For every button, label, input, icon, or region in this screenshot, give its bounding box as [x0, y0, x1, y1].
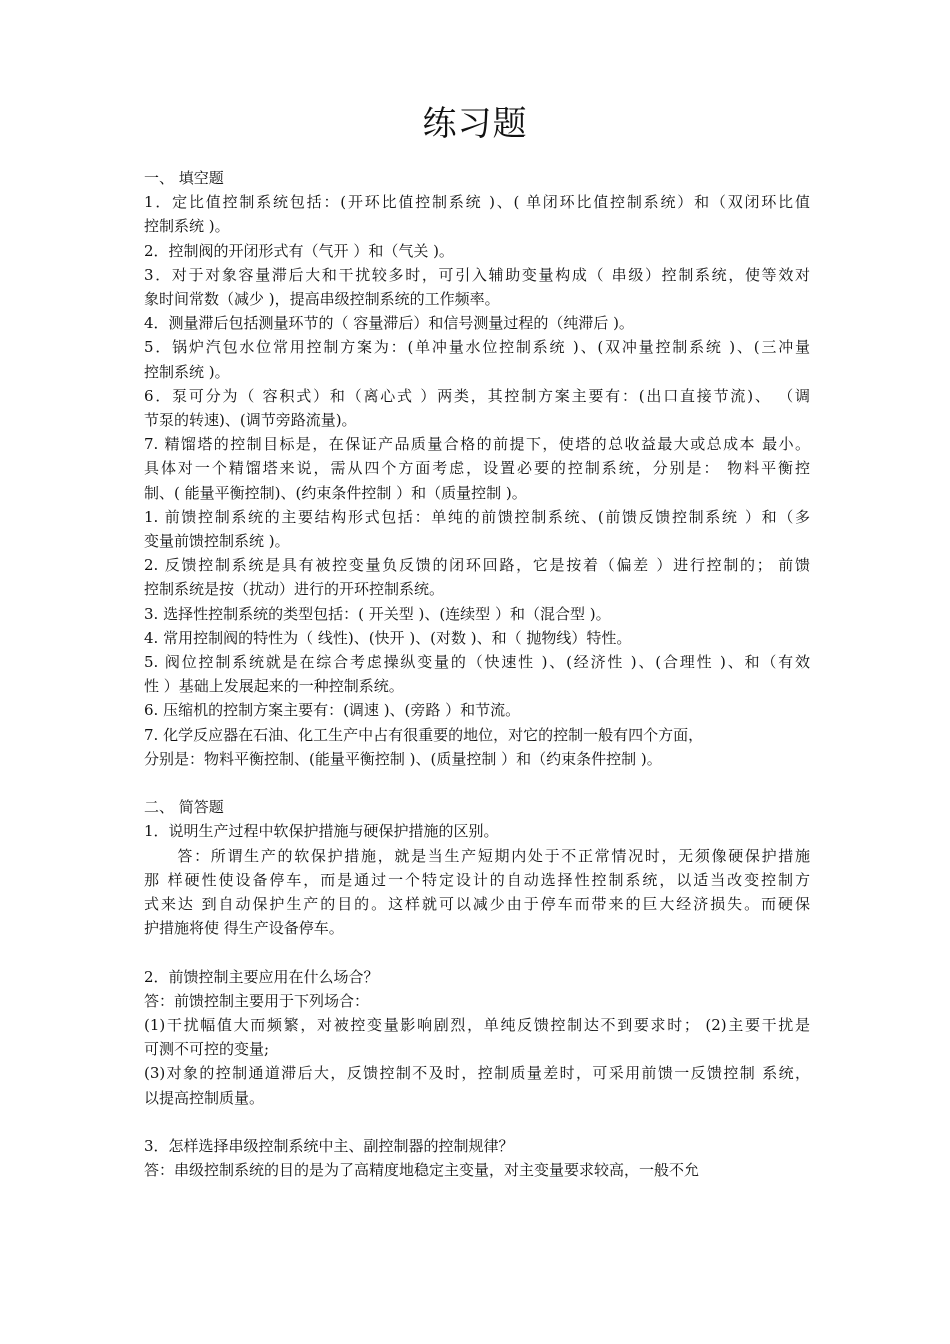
- text-line: 控制系统是按（扰动）进行的开环控制系统。: [144, 580, 445, 599]
- text-line: 6. 压缩机的控制方案主要有：(调速 )、(旁路 ）和节流。: [144, 701, 521, 720]
- text-line: 4. 常用控制阀的特性为（ 线性)、(快开 )、(对数 )、和（ 抛物线）特性。: [144, 628, 632, 647]
- answer-line: 以提高控制质量。: [144, 1088, 265, 1107]
- text-line: 控制系统 )。: [144, 217, 230, 236]
- text-line: 7. 精馏塔的控制目标是，在保证产品质量合格的前提下，使塔的总收益最大或总成本 最小。: [144, 435, 810, 454]
- text-line: 节泵的转速)、(调节旁路流量)。: [144, 411, 357, 430]
- text-line: 3．对于对象容量滞后大和干扰较多时，可引入辅助变量构成（ 串级）控制系统，使等效对: [144, 265, 810, 284]
- answer-line: 答：所谓生产的软保护措施，就是当生产短期内处于不正常情况时，无须像硬保护措施: [144, 846, 810, 865]
- text-line: 制、( 能量平衡控制)、(约束条件控制 ）和（质量控制 )。: [144, 483, 527, 502]
- section-heading-fill-in-blank: 一、 填空题: [144, 169, 224, 187]
- answer-line: 答：前馈控制主要用于下列场合：: [144, 991, 370, 1010]
- text-line: 2. 反馈控制系统是具有被控变量负反馈的闭环回路，它是按着（偏差 ）进行控制的； 前馈: [144, 556, 810, 575]
- text-line: 分别是：物料平衡控制、(能量平衡控制 )、(质量控制 ）和（约束条件控制 )。: [144, 749, 662, 768]
- text-line: 具体对一个精馏塔来说，需从四个方面考虑，设置必要的控制系统，分别是： 物料平衡控: [144, 459, 810, 478]
- text-line: 5．锅炉汽包水位常用控制方案为：(单冲量水位控制系统 )、(双冲量控制系统 )、(三冲量: [144, 338, 810, 357]
- section-heading-short-answer: 二、 简答题: [144, 798, 224, 817]
- document-body: [144, 166, 810, 1182]
- answer-line: 答：串级控制系统的目的是为了高精度地稳定主变量，对主变量要求较高，一般不允: [144, 1161, 700, 1180]
- text-line: 2．控制阀的开闭形式有（气开 ）和（气关 )。: [144, 241, 454, 260]
- question-1: 1．说明生产过程中软保护措施与硬保护措施的区别。: [144, 822, 499, 841]
- answer-line: 可测不可控的变量;: [144, 1040, 270, 1059]
- paragraph-gap: [144, 771, 810, 795]
- answer-line: (3)对象的控制通道滞后大，反馈控制不及时，控制质量差时，可采用前馈一反馈控制 系统，: [144, 1064, 810, 1083]
- text-line: 6．泵可分为（ 容积式）和（离心式 ）两类，其控制方案主要有：(出口直接节流)、 （调: [144, 386, 810, 405]
- text-line: 4．测量滞后包括测量环节的（ 容量滞后）和信号测量过程的（纯滞后 )。: [144, 314, 634, 333]
- text-line: 3. 选择性控制系统的类型包括：( 开关型 )、(连续型 ）和（混合型 )。: [144, 604, 611, 623]
- question-3: 3．怎样选择串级控制系统中主、副控制器的控制规律？: [144, 1137, 514, 1156]
- paragraph-gap: [144, 940, 810, 964]
- text-line: 控制系统 )。: [144, 362, 230, 381]
- page-title: 练习题: [422, 104, 528, 144]
- text-line: 象时间常数（减少 )，提高串级控制系统的工作频率。: [144, 290, 500, 309]
- text-line: 性 ）基础上发展起来的一种控制系统。: [144, 677, 404, 696]
- text-line: 1. 前馈控制系统的主要结构形式包括：单纯的前馈控制系统、(前馈反馈控制系统 ）和（多: [144, 507, 810, 526]
- text-line: 变量前馈控制系统 )。: [144, 532, 290, 551]
- question-2: 2．前馈控制主要应用在什么场合？: [144, 967, 379, 986]
- paragraph-gap: [144, 1110, 810, 1134]
- answer-line: (1)干扰幅值大而频繁，对被控变量影响剧烈，单纯反馈控制达不到要求时； (2)主要干扰是: [144, 1016, 810, 1035]
- answer-line: 式来达 到自动保护生产的目的。这样就可以减少由于停车而带来的巨大经济损失。而硬保: [144, 895, 810, 914]
- answer-line: 那 样硬性使设备停车，而是通过一个特定设计的自动选择性控制系统，以适当改变控制方: [144, 870, 810, 889]
- text-line: 5. 阀位控制系统就是在综合考虑操纵变量的（快速性 )、(经济性 )、(合理性 )、和（有效: [144, 653, 810, 672]
- answer-line: 护措施将使 得生产设备停车。: [144, 919, 344, 938]
- text-line: 7. 化学反应器在石油、化工生产中占有很重要的地位，对它的控制一般有四个方面，: [144, 725, 704, 744]
- text-line: 1．定比值控制系统包括：(开环比值控制系统 )、( 单闭环比值控制系统）和（双闭环比值: [144, 193, 810, 212]
